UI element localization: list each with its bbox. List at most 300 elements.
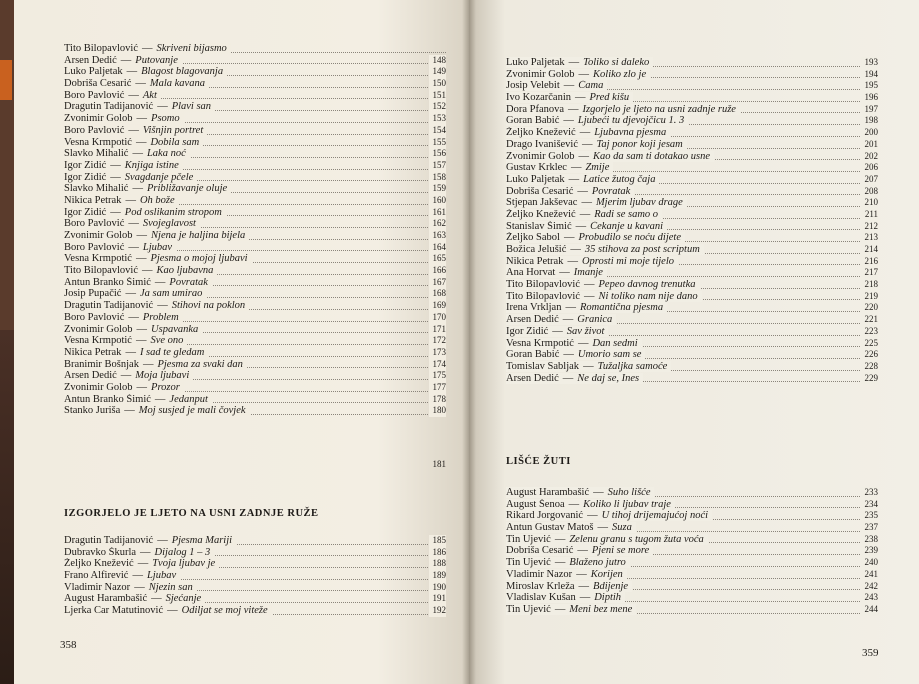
toc-entry (64, 66, 446, 78)
entry-title: Suza (612, 522, 632, 534)
entry-text (506, 279, 700, 290)
entry-separator: — (583, 360, 594, 372)
entry-author: Igor Zidić (64, 206, 107, 218)
entry-separator: — (154, 276, 166, 288)
entry-page-number: 194 (861, 69, 879, 81)
toc-entry (64, 558, 446, 570)
entry-title: Oprosti mi moje tijelo (581, 255, 675, 267)
entry-text (64, 300, 249, 311)
entry-author: Tin Ujević (506, 533, 551, 545)
entry-separator: — (563, 349, 574, 361)
entry-text (64, 101, 215, 112)
entry-separator: — (140, 546, 151, 558)
entry-title: Bdijenje (593, 580, 629, 592)
entry-page-number: 149 (429, 66, 447, 78)
entry-page-number: 155 (429, 137, 447, 149)
entry-author: Josip Pupačić (64, 288, 122, 300)
entry-title: U tihoj drijemajućoj noći (601, 510, 709, 522)
entry-author: Luko Paljetak (64, 66, 123, 78)
entry-text (64, 370, 193, 381)
background-edge (0, 0, 14, 684)
entry-separator: — (568, 57, 580, 68)
entry-author: Tito Bilopavlović (64, 43, 138, 54)
toc-entry (64, 288, 446, 300)
entry-separator: — (563, 115, 574, 127)
entry-page-number: 234 (861, 499, 879, 511)
entry-separator: — (110, 159, 121, 171)
toc-entry (506, 487, 878, 499)
toc-list-right-a (506, 57, 878, 384)
entry-title: Uspavanka (151, 323, 199, 335)
right-page (469, 0, 919, 684)
entry-page-number: 178 (429, 394, 447, 406)
entry-title: Svagdanje pčele (124, 171, 194, 183)
entry-separator: — (132, 570, 143, 582)
entry-author: August Harambašić (64, 593, 148, 605)
entry-text (64, 605, 272, 616)
entry-page-number: 175 (429, 370, 447, 382)
entry-author: Luko Paljetak (506, 173, 565, 185)
entry-title: Romantična pjesma (579, 302, 664, 314)
entry-page-number: 153 (429, 113, 447, 125)
entry-page-number: 189 (429, 570, 447, 582)
toc-entry (64, 43, 446, 55)
entry-text (506, 314, 616, 325)
entry-author: Stanko Juriša (64, 405, 121, 417)
entry-author: Dobriša Cesarić (64, 78, 132, 90)
entry-author: Tito Bilopavlović (64, 265, 138, 277)
entry-text (64, 137, 203, 148)
entry-title: Zmije (585, 162, 610, 174)
entry-separator: — (134, 581, 145, 593)
entry-separator: — (562, 372, 574, 384)
entry-text (506, 127, 670, 138)
entry-text (64, 125, 207, 136)
entry-separator: — (568, 173, 580, 185)
entry-page-number: 169 (429, 300, 447, 312)
entry-author: Luko Paljetak (506, 57, 565, 68)
entry-separator: — (577, 337, 589, 349)
entry-text (506, 522, 636, 533)
entry-page-number: 212 (861, 221, 879, 233)
entry-author: Tin Ujević (506, 557, 551, 569)
entry-title: Moj susjed je mali čovjek (138, 405, 246, 417)
entry-separator: — (559, 267, 570, 279)
entry-title: Sve ono (150, 335, 184, 347)
entry-title: Dobila sam (150, 136, 200, 148)
entry-separator: — (128, 311, 139, 323)
entry-author: Vladislav Kušan (506, 592, 576, 604)
entry-page-number: 218 (861, 279, 879, 291)
entry-separator: — (128, 89, 139, 101)
entry-page-number: 172 (429, 335, 447, 347)
entry-page-number: 165 (429, 253, 447, 265)
entry-author: Goran Babić (506, 115, 560, 127)
toc-entry (64, 55, 446, 67)
entry-page-number: 188 (429, 558, 447, 570)
entry-author: Vladimir Nazor (506, 568, 573, 580)
entry-title: Njezin san (148, 581, 193, 593)
entry-title: 35 stihova za post scriptum (584, 244, 700, 255)
entry-title: Mjerim ljubav drage (595, 197, 683, 209)
entry-separator: — (120, 54, 132, 66)
entry-author: Nikica Petrak (64, 346, 122, 358)
toc-entry (64, 300, 446, 312)
entry-separator: — (151, 593, 162, 605)
entry-page-number: 191 (429, 593, 447, 605)
entry-title: Pjesma za svaki dan (157, 358, 243, 370)
entry-page-number: 229 (861, 373, 879, 385)
entry-text (506, 499, 675, 510)
entry-author: Drago Ivanišević (506, 138, 579, 150)
entry-text (64, 547, 214, 558)
entry-author: Antun Gustav Matoš (506, 522, 594, 534)
entry-text (64, 382, 184, 393)
entry-separator: — (579, 208, 591, 220)
entry-page-number: 228 (861, 361, 879, 373)
toc-entry (506, 338, 878, 350)
entry-page-number: 242 (861, 581, 879, 593)
entry-text (506, 291, 702, 302)
entry-text (64, 558, 219, 569)
toc-entry (64, 78, 446, 90)
entry-title: Korijen (590, 568, 623, 580)
entry-author: Tito Bilopavlović (506, 279, 580, 291)
entry-page-number: 244 (861, 604, 879, 616)
toc-entry (506, 80, 878, 92)
toc-entry (64, 277, 446, 289)
entry-text (506, 80, 607, 91)
entry-text (506, 349, 645, 360)
entry-separator: — (125, 194, 136, 206)
toc-entry (64, 183, 446, 195)
entry-page-number: 173 (429, 347, 447, 359)
entry-separator: — (135, 253, 147, 265)
entry-page-number: 154 (429, 125, 447, 137)
entry-page-number: 162 (429, 218, 447, 230)
entry-text (506, 57, 653, 68)
entry-title: Pred kišu (589, 92, 630, 104)
entry-page-number: 214 (861, 244, 879, 256)
entry-title: Radi se samo o (594, 208, 659, 220)
entry-text (506, 267, 607, 278)
toc-entry (64, 265, 446, 277)
entry-text (506, 581, 632, 592)
entry-text (64, 394, 212, 405)
entry-author: Tito Bilopavlović (506, 290, 580, 302)
entry-separator: — (110, 171, 121, 183)
toc-entry (506, 557, 878, 569)
extra-page-number: 181 (432, 459, 446, 469)
entry-author: Željko Knežević (64, 558, 134, 570)
entry-separator: — (142, 265, 153, 277)
entry-text (64, 55, 182, 66)
toc-entry (506, 326, 878, 338)
entry-author: Željko Knežević (506, 208, 576, 220)
toc-entry (506, 139, 878, 151)
toc-entry (506, 127, 878, 139)
entry-author: Dobriša Cesarić (506, 185, 574, 197)
entry-text (64, 265, 217, 276)
toc-entry (506, 162, 878, 174)
toc-entry (506, 499, 878, 511)
entry-separator: — (570, 244, 581, 255)
entry-text (64, 593, 205, 604)
entry-author: Goran Babić (506, 349, 560, 361)
entry-author: Zvonimir Golob (506, 150, 575, 162)
toc-entry (64, 230, 446, 242)
entry-separator: — (154, 393, 166, 405)
entry-separator: — (120, 370, 132, 382)
toc-entry (506, 115, 878, 127)
toc-entry (64, 394, 446, 406)
entry-separator: — (576, 568, 587, 580)
entry-text (64, 253, 252, 264)
entry-page-number: 193 (861, 57, 879, 69)
entry-author: Dora Pfanova (506, 103, 565, 115)
entry-author: Dragutin Tadijanović (64, 101, 154, 113)
entry-page-number: 220 (861, 302, 879, 314)
entry-page-number: 158 (429, 172, 447, 184)
entry-author: Boro Pavlović (64, 311, 125, 323)
entry-separator: — (110, 206, 121, 218)
entry-separator: — (554, 533, 566, 545)
entry-text (506, 186, 634, 197)
entry-author: Boro Pavlović (64, 124, 125, 136)
entry-author: August Harambašić (506, 487, 590, 498)
entry-separator: — (563, 80, 575, 92)
entry-title: Ne daj se, Ines (577, 372, 640, 384)
toc-entry (506, 221, 878, 233)
entry-author: Igor Zidić (64, 171, 107, 183)
entry-page-number: 156 (429, 148, 447, 160)
entry-author: Boro Pavlović (64, 89, 125, 101)
entry-separator: — (563, 232, 575, 244)
entry-title: Meni bez mene (569, 603, 633, 615)
entry-title: Pjesma o mojoj ljubavi (150, 253, 248, 265)
entry-title: Latice žutog čaja (583, 173, 656, 185)
toc-entry (506, 534, 878, 546)
entry-author: Zvonimir Golob (64, 230, 133, 241)
entry-text (506, 92, 633, 103)
toc-entry (506, 256, 878, 268)
entry-text (64, 148, 190, 159)
toc-entry (64, 547, 446, 559)
entry-title: Tužaljka samoće (597, 360, 668, 372)
entry-page-number: 196 (861, 92, 879, 104)
toc-entry (64, 312, 446, 324)
entry-separator: — (128, 124, 139, 136)
entry-separator: — (157, 101, 168, 113)
entry-text (506, 326, 608, 337)
entry-text (506, 151, 714, 162)
entry-author: Branimir Bošnjak (64, 358, 139, 370)
entry-separator: — (579, 592, 591, 604)
entry-title: Pod oslikanim stropom (124, 206, 222, 218)
entry-text (506, 221, 667, 232)
entry-page-number: 159 (429, 183, 447, 195)
toc-entry (506, 92, 878, 104)
entry-title: Odiljat se moj viteže (181, 605, 268, 617)
entry-author: Gustav Krklec (506, 162, 567, 174)
entry-author: Željko Sabol (506, 232, 560, 244)
entry-text (64, 359, 247, 370)
toc-entry (64, 382, 446, 394)
toc-entry (64, 582, 446, 594)
entry-title: Kao ljubavna (156, 265, 214, 277)
toc-entry (64, 148, 446, 160)
toc-entry (64, 137, 446, 149)
entry-text (506, 487, 654, 498)
page-number-right: 359 (862, 647, 879, 659)
entry-title: Tvoja ljubav je (152, 558, 216, 570)
entry-text (64, 43, 231, 54)
entry-page-number: 177 (429, 382, 447, 394)
entry-page-number: 164 (429, 242, 447, 254)
entry-author: Vesna Krmpotić (64, 335, 132, 347)
entry-separator: — (568, 498, 580, 510)
left-page (14, 0, 469, 684)
entry-page-number: 200 (861, 127, 879, 139)
entry-page-number: 185 (429, 535, 447, 547)
entry-page-number: 233 (861, 487, 879, 499)
entry-text (506, 557, 630, 568)
entry-page-number: 157 (429, 160, 447, 172)
toc-entry (64, 253, 446, 265)
entry-author: Nikica Petrak (506, 255, 564, 267)
entry-separator: — (593, 487, 604, 498)
book-gutter (462, 0, 476, 684)
entry-author: Igor Zidić (64, 159, 107, 171)
entry-title: Ja sam umirao (139, 288, 203, 300)
entry-page-number: 202 (861, 151, 879, 163)
entry-title: Blagost blagovanja (141, 66, 224, 78)
entry-title: Problem (142, 311, 179, 323)
entry-author: Ana Horvat (506, 267, 556, 279)
entry-author: Slavko Mihalić (64, 148, 129, 160)
entry-author: Arsen Dedić (64, 54, 117, 66)
toc-entry (506, 349, 878, 361)
entry-page-number: 208 (861, 186, 879, 198)
entry-text (64, 582, 197, 593)
entry-title: Umorio sam se (577, 349, 642, 361)
entry-author: Vladimir Nazor (64, 581, 131, 593)
toc-entry (506, 604, 878, 616)
entry-text (64, 335, 187, 346)
entry-page-number: 243 (861, 592, 879, 604)
entry-page-number: 239 (861, 545, 879, 557)
entry-author: Zvonimir Golob (64, 323, 133, 335)
entry-separator: — (581, 197, 592, 209)
entry-separator: — (136, 323, 148, 335)
entry-page-number: 160 (429, 195, 447, 207)
entry-page-number: 192 (429, 605, 447, 617)
entry-text (64, 90, 161, 101)
entry-separator: — (575, 220, 587, 232)
entry-separator: — (167, 605, 178, 617)
entry-separator: — (579, 127, 591, 139)
toc-entry (506, 510, 878, 522)
entry-title: Koliko li ljubav traje (583, 498, 671, 510)
entry-text (64, 535, 236, 546)
entry-page-number: 148 (429, 55, 447, 67)
entry-title: Blaženo jutro (569, 557, 626, 569)
entry-page-number: 167 (429, 277, 447, 289)
entry-title: Kao da sam ti dotakao usne (593, 150, 711, 162)
entry-separator: — (577, 185, 588, 197)
entry-page-number: 161 (429, 207, 447, 219)
page-number-left: 358 (60, 639, 77, 651)
toc-entry (64, 195, 446, 207)
entry-text (64, 160, 183, 171)
entry-title: Čekanje u kavani (590, 220, 664, 232)
toc-entry (64, 359, 446, 371)
section-heading-right: LIŠĆE ŽUTI (506, 456, 571, 467)
entry-separator: — (125, 288, 136, 300)
toc-entry (64, 605, 446, 617)
entry-text (64, 66, 227, 77)
entry-author: Irena Vrkljan (506, 302, 562, 314)
entry-author: Vesna Krmpotić (506, 337, 574, 349)
entry-separator: — (578, 68, 590, 80)
toc-entry (64, 160, 446, 172)
entry-text (64, 277, 212, 288)
entry-page-number: 219 (861, 291, 879, 303)
toc-entry (506, 174, 878, 186)
entry-text (506, 302, 667, 313)
toc-entry (64, 370, 446, 382)
entry-page-number: 238 (861, 534, 879, 546)
entry-author: Željko Knežević (506, 127, 576, 139)
toc-entry (506, 569, 878, 581)
entry-text (506, 174, 659, 185)
entry-page-number: 170 (429, 312, 447, 324)
entry-page-number: 201 (861, 139, 879, 151)
entry-separator: — (135, 78, 146, 90)
entry-separator: — (135, 335, 147, 347)
entry-page-number: 240 (861, 557, 879, 569)
toc-entry (64, 593, 446, 605)
entry-author: Rikard Jorgovanić (506, 510, 584, 522)
entry-title: Ljubavna pjesma (594, 127, 667, 139)
entry-page-number: 207 (861, 174, 879, 186)
entry-title: Pjesma Mariji (171, 535, 233, 546)
entry-title: Dijalog 1 – 3 (154, 546, 211, 558)
toc-entry (506, 151, 878, 163)
toc-entry (506, 209, 878, 221)
entry-title: Sjećanje (165, 593, 202, 605)
entry-text (64, 207, 226, 218)
entry-separator: — (567, 255, 578, 267)
entry-title: Suho lišće (607, 487, 651, 498)
entry-author: Arsen Dedić (506, 314, 559, 326)
toc-entry (64, 125, 446, 137)
entry-text (506, 139, 687, 150)
toc-entry (506, 267, 878, 279)
toc-entry (64, 570, 446, 582)
toc-entry (64, 172, 446, 184)
entry-title: Pepeo davnog trenutka (598, 279, 696, 291)
entry-text (64, 324, 202, 335)
entry-separator: — (142, 43, 153, 54)
entry-text (64, 113, 184, 124)
toc-entry (506, 279, 878, 291)
entry-author: Zvonimir Golob (64, 381, 133, 393)
entry-title: Sav život (566, 325, 605, 337)
entry-title: Čama (578, 80, 604, 92)
entry-separator: — (582, 138, 593, 150)
entry-title: Približavanje oluje (146, 183, 228, 195)
